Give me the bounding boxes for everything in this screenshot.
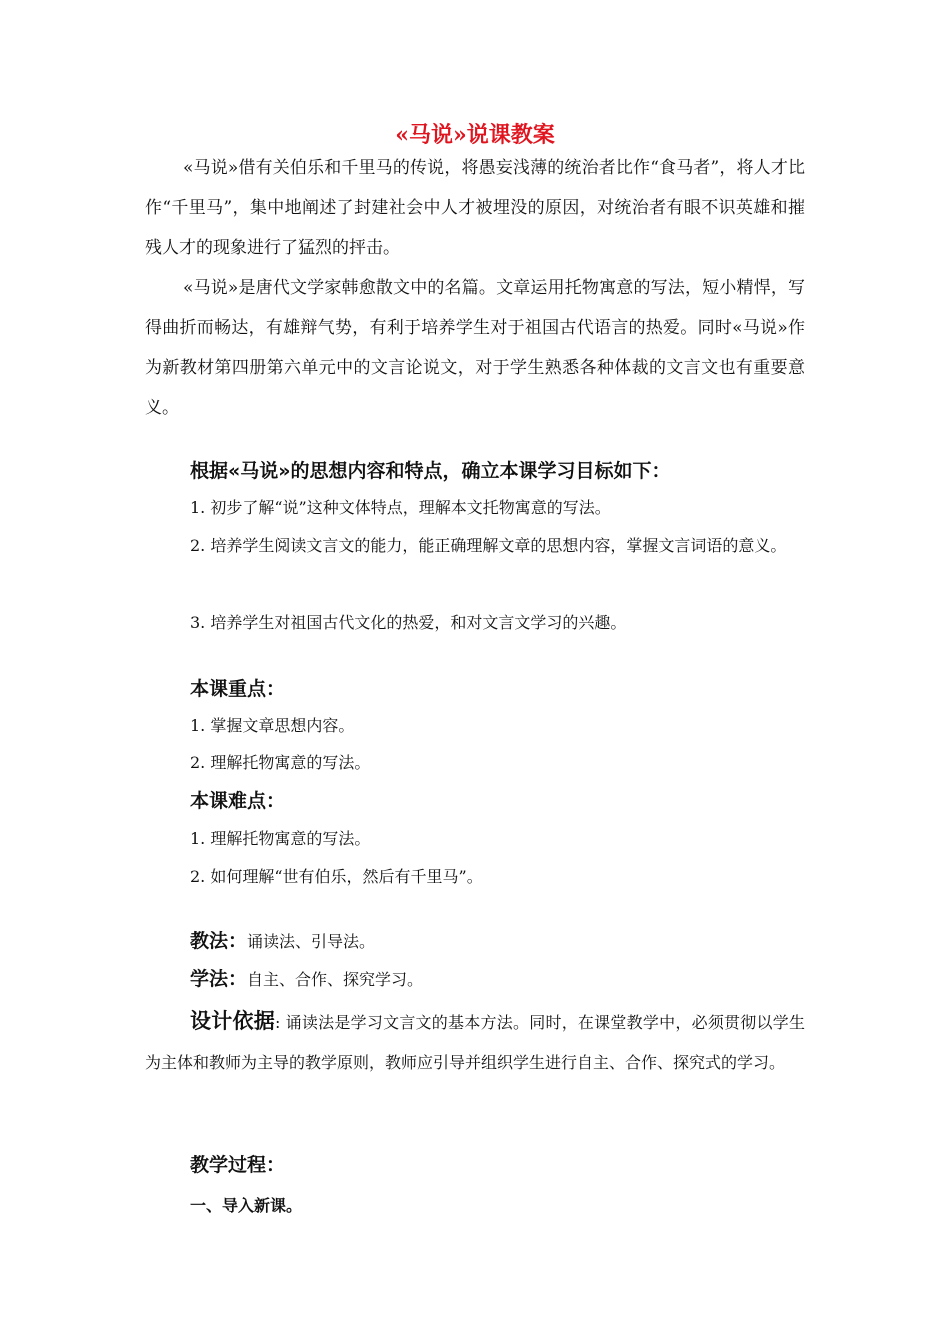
key-points-heading: 本课重点： [190,678,286,700]
process-heading: 教学过程： [190,1154,286,1176]
objectives-heading: 根据«马说»的思想内容和特点，确立本课学习目标如下： [190,460,671,482]
learning-method-text: 自主、合作、探究学习。 [247,970,424,989]
objective-item-1: 1. 初步了解“说”这种文体特点，理解本文托物寓意的写法。 [190,498,611,517]
intro-paragraph-1: «马说»借有关伯乐和千里马的传说，将愚妄浅薄的统治者比作“食马者”，将人才比作“千里马”，集中地阐述了封建社会中人才被埋没的原因，对统治者有眼不识英雄和摧残人才的现象进行了猛烈的抨击。 [145,158,805,258]
objective-item-3: 3. 培养学生对祖国古代文化的热爱，和对文言文学习的兴趣。 [190,613,627,632]
design-basis-text: : 诵读法是学习文言文的基本方法。同时，在课堂教学中，必须贯彻以学生为主体和教师为主导的教学原则，教师应引导并组织学生进行自主、合作、探究式的学习。 [145,1013,806,1072]
process-step-1: 一、导入新课。 [190,1196,303,1215]
teaching-method-text: 诵读法、引导法。 [247,932,376,951]
learning-method-label: 学法： [190,968,248,990]
difficulty-item-2: 2. 如何理解“世有伯乐，然后有千里马”。 [190,867,483,886]
learning-method-line [190,964,423,995]
document-title: «马说»说课教案 [395,122,555,148]
teaching-method-label: 教法： [190,930,248,952]
intro-paragraph-2: «马说»是唐代文学家韩愈散文中的名篇。文章运用托物寓意的写法，短小精悍，写得曲折而畅达，有雄辩气势，有利于培养学生对于祖国古代语言的热爱。同时«马说»作为新教材第四册第六单元中的文言论说文，对于学生熟悉各种体裁的文言文也有重要意义。 [145,278,805,418]
objective-item-2: 2. 培养学生阅读文言文的能力，能正确理解文章的思想内容，掌握文言词语的意义。 [190,536,787,555]
difficulties-heading: 本课难点： [190,790,286,812]
design-basis-paragraph [145,1001,805,1083]
teaching-method-line [190,926,375,957]
difficulty-item-1: 1. 理解托物寓意的写法。 [190,829,371,848]
key-point-item-1: 1. 掌握文章思想内容。 [190,716,355,735]
key-point-item-2: 2. 理解托物寓意的写法。 [190,753,371,772]
design-basis-label: 设计依据 [190,1009,275,1033]
